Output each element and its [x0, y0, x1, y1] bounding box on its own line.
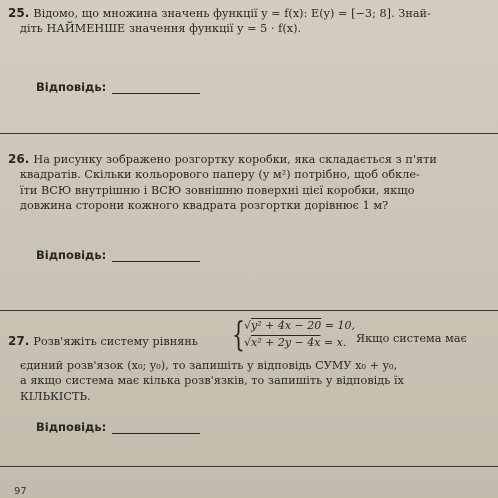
answer-label: Відповідь: [36, 80, 107, 94]
answer-row-26 [36, 248, 200, 262]
problem-number: 27. [8, 334, 30, 348]
answer-blank[interactable] [112, 422, 200, 434]
problem-text-line: їти ВСЮ внутрішню і ВСЮ зовнішню поверхні цієї коробки, якщо [20, 183, 415, 197]
problem-text-line: довжина сторони кожного квадрата розгортки дорівнює 1 м? [20, 199, 389, 213]
page-number: 97 [14, 486, 27, 497]
problem-27-lead [8, 334, 233, 349]
equation-rhs: = 10, [324, 319, 355, 332]
radicand: x² + 2y − 4x [251, 336, 321, 349]
problem-26 [8, 152, 490, 214]
sqrt-sign: √ [244, 336, 252, 349]
problem-text-line: квадратів. Скільки кольорового паперу (у м²) потрібно, щоб обкле- [20, 168, 420, 182]
problem-text-lead: Розв'яжіть систему рівнянь [33, 335, 198, 348]
problem-27-body [8, 358, 490, 404]
problem-25 [8, 6, 490, 37]
problem-text-line: діть НАЙМЕНШЕ значення функції y = 5 · f(x). [20, 22, 302, 36]
problem-number: 26. [8, 152, 30, 166]
answer-blank[interactable] [112, 82, 200, 94]
section-divider [0, 310, 498, 311]
equation-1 [244, 318, 355, 333]
problem-text-line: КІЛЬКІСТЬ. [20, 389, 91, 403]
problem-text-trail: Якщо система має [356, 332, 467, 345]
brace-symbol: { [232, 315, 245, 355]
problem-27-trail [356, 331, 496, 346]
problem-text-line: Відомо, що множина значень функції y = f(x): E(y) = [−3; 8]. Знай- [33, 7, 431, 20]
answer-row-27 [36, 420, 200, 434]
answer-blank[interactable] [112, 250, 200, 262]
section-divider [0, 133, 498, 134]
equation-rhs: = x. [323, 336, 347, 349]
equation-2 [244, 335, 346, 350]
problem-text-line: єдиний розв'язок (x₀; y₀), то запишіть у відповідь СУМУ x₀ + y₀, [20, 359, 398, 372]
radicand: y² + 4x − 20 [251, 319, 322, 332]
answer-label: Відповідь: [36, 420, 107, 434]
problem-number: 25. [8, 6, 30, 20]
sqrt-sign: √ [244, 319, 252, 332]
problem-text-line: На рисунку зображено розгортку коробки, яка складається з п'яти [33, 153, 437, 166]
section-divider [0, 466, 498, 467]
answer-label: Відповідь: [36, 248, 107, 262]
problem-text-line: а якщо система має кілька розв'язків, то запишіть у відповідь їх [20, 374, 404, 388]
answer-row-25 [36, 80, 200, 94]
